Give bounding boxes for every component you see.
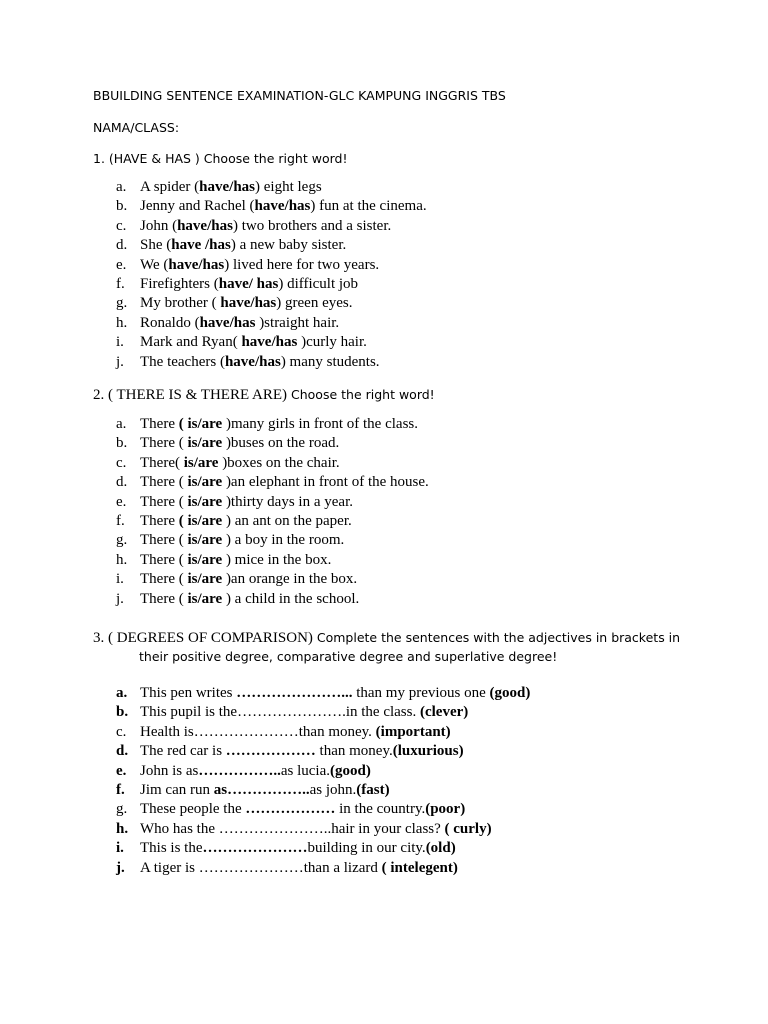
item-text-bold: ( is/are: [178, 416, 226, 432]
item-marker: d.: [116, 743, 129, 760]
item-text-bold: (clever): [419, 704, 469, 721]
item-text-bold: ………………: [225, 743, 316, 760]
item-text: [140, 513, 352, 530]
item-text-part: Mark and Ryan(: [140, 334, 242, 351]
item-text-part: Firefighters (: [140, 276, 219, 292]
item-marker: c.: [116, 217, 127, 234]
item-marker: g.: [116, 532, 128, 549]
item-text-part: Ronaldo (: [140, 314, 200, 331]
item-text: [140, 860, 458, 877]
item-text-bold: have/has: [199, 314, 256, 331]
item-text-part: in the country.: [335, 801, 426, 818]
item-text: [140, 315, 339, 332]
item-text: [140, 276, 358, 293]
item-text-part: There(: [140, 454, 184, 471]
item-text-bold: as……………..: [213, 782, 310, 798]
item-marker: j.: [116, 590, 124, 607]
item-text-part: John is as: [140, 762, 199, 779]
item-marker: j.: [116, 859, 125, 876]
item-text-part: There: [140, 416, 179, 432]
item-text-bold: ………………: [245, 801, 336, 818]
item-text-part: The red car is: [140, 743, 226, 760]
section3-heading: [93, 629, 680, 647]
item-text-bold: (good): [489, 685, 531, 701]
document-title: BBUILDING SENTENCE EXAMINATION-GLC KAMPUNG INGGRIS TBS: [93, 88, 506, 103]
item-text-bold: is/are: [187, 435, 223, 452]
item-marker: i.: [116, 571, 124, 588]
item-marker: c.: [116, 723, 127, 740]
item-text-bold: (important): [375, 723, 451, 740]
item-text-bold: …………………: [202, 840, 308, 857]
item-marker: h.: [116, 551, 128, 568]
item-text-bold: have/ has: [218, 276, 279, 292]
item-marker: h.: [116, 314, 128, 331]
item-marker: i.: [116, 840, 124, 857]
item-text-part: as john.: [309, 782, 357, 798]
item-text-bold: have/has: [168, 256, 225, 273]
item-text-part: There (: [140, 435, 188, 452]
item-marker: e.: [116, 762, 127, 779]
item-text-bold: is/are: [187, 532, 223, 549]
item-text-part: )boxes on the chair.: [218, 454, 340, 471]
item-text-bold: is/are: [183, 454, 219, 471]
item-text-bold: have/has: [199, 179, 256, 195]
item-text-part: There: [140, 513, 179, 529]
item-text-part: ) an ant on the paper.: [222, 513, 352, 529]
item-text-part: There (: [140, 590, 188, 607]
item-text-part: building in our city.: [307, 840, 426, 857]
item-text: [140, 354, 380, 371]
item-text-part: This is the: [140, 840, 203, 857]
item-text: [140, 334, 367, 351]
item-text-part: than my previous one: [352, 685, 490, 701]
item-text-part: Jim can run: [140, 782, 214, 798]
item-text-part: The teachers (: [140, 353, 225, 370]
item-marker: f.: [116, 513, 125, 529]
item-marker: g.: [116, 295, 128, 312]
item-text-part: ) mice in the box.: [222, 551, 332, 568]
item-text-part: ) a child in the school.: [222, 590, 360, 607]
item-text-part: She (: [140, 237, 172, 254]
item-text-part: A spider (: [140, 179, 200, 195]
item-text-part: )an elephant in front of the house.: [222, 474, 429, 491]
item-text: [140, 552, 331, 569]
item-marker: h.: [116, 820, 129, 837]
item-text-bold: is/are: [187, 551, 223, 568]
item-text-bold: ( curly): [444, 820, 492, 837]
item-text-part: )curly hair.: [297, 334, 367, 351]
item-text: [140, 685, 530, 702]
item-text-bold: have/has: [254, 198, 311, 215]
item-text: [140, 571, 357, 588]
item-text-part: ) fun at the cinema.: [310, 198, 427, 215]
item-text-part: ) a new baby sister.: [230, 237, 347, 254]
item-marker: a.: [116, 179, 127, 195]
item-text-part: A tiger is …………………than a lizard: [140, 859, 382, 876]
section3-heading-instruction: Complete the sentences with the adjectives in brackets in: [312, 630, 681, 645]
item-marker: c.: [116, 454, 127, 471]
item-text: [140, 782, 390, 799]
item-text: [140, 455, 340, 472]
item-text-part: )thirty days in a year.: [222, 493, 353, 510]
section3-heading-line2: their positive degree, comparative degree and superlative degree!: [139, 649, 558, 664]
section2-heading-title: 2. ( THERE IS & THERE ARE): [93, 387, 288, 403]
item-text: [140, 801, 465, 818]
item-text-bold: is/are: [187, 590, 223, 607]
item-text: [140, 416, 418, 433]
item-text-part: There (: [140, 571, 188, 588]
item-text: [140, 840, 456, 857]
item-text-bold: is/are: [187, 474, 223, 491]
item-text-bold: have /has: [171, 237, 231, 254]
item-text-part: ) lived here for two years.: [224, 256, 380, 273]
item-marker: f.: [116, 782, 125, 798]
item-text-bold: (luxurious): [392, 743, 464, 760]
item-text-part: )straight hair.: [255, 314, 340, 331]
section1-heading: 1. (HAVE & HAS ) Choose the right word!: [93, 151, 348, 166]
item-text: [140, 763, 371, 780]
item-text: [140, 257, 379, 274]
item-text: [140, 591, 359, 608]
item-marker: d.: [116, 474, 128, 491]
item-text-bold: (fast): [356, 782, 390, 798]
name-class-label: NAMA/CLASS:: [93, 120, 180, 135]
item-text-bold: ( is/are: [178, 513, 223, 529]
item-marker: e.: [116, 256, 127, 273]
item-text-bold: have/has: [241, 334, 298, 351]
item-text: [140, 821, 492, 838]
item-text: [140, 435, 339, 452]
item-marker: j.: [116, 353, 124, 370]
item-text: [140, 743, 464, 760]
item-text-part: John (: [140, 217, 178, 234]
item-text-part: )many girls in front of the class.: [225, 416, 418, 432]
item-marker: b.: [116, 435, 128, 452]
item-text-bold: have/has: [177, 217, 233, 234]
item-text-bold: (old): [425, 840, 456, 857]
item-text-bold: ( intelegent): [381, 859, 458, 876]
item-marker: e.: [116, 493, 127, 510]
item-text-part: than money.: [315, 743, 393, 760]
item-text-part: There (: [140, 532, 188, 549]
item-text-part: ) two brothers and a sister.: [232, 217, 392, 234]
item-text: [140, 532, 344, 549]
section2-heading: [93, 386, 435, 404]
item-text: [140, 218, 391, 235]
item-text-part: There (: [140, 551, 188, 568]
section2-heading-instruction: Choose the right word!: [287, 387, 435, 402]
item-text-part: Health is…………………than money.: [140, 723, 376, 740]
section3-heading-title: 3. ( DEGREES OF COMPARISON): [93, 630, 313, 646]
item-text: [140, 474, 429, 491]
item-text: [140, 295, 352, 312]
item-text-bold: have/has: [224, 353, 281, 370]
item-text-part: )an orange in the box.: [222, 571, 358, 588]
item-text-part: Who has the …………………..hair in your class?: [140, 820, 445, 837]
item-text-part: There (: [140, 474, 188, 491]
item-text-part: There (: [140, 493, 188, 510]
item-text-bold: (good): [330, 762, 371, 779]
item-text-bold: is/are: [187, 493, 223, 510]
item-text-part: ) many students.: [280, 353, 380, 370]
item-text-part: My brother (: [140, 295, 221, 312]
item-marker: a.: [116, 416, 127, 432]
item-text-bold: have/has: [220, 295, 277, 312]
item-text: [140, 198, 427, 215]
item-text-part: These people the: [140, 801, 246, 818]
item-text-part: ) green eyes.: [276, 295, 353, 312]
item-text-bold: is/are: [187, 571, 223, 588]
item-text-part: This pen writes: [140, 685, 237, 701]
item-text-part: ) eight legs: [255, 179, 322, 195]
item-text: [140, 494, 353, 511]
item-text: [140, 724, 451, 741]
item-text-part: We (: [140, 256, 169, 273]
item-text-part: This pupil is the………………….in the class.: [140, 704, 420, 721]
item-marker: g.: [116, 801, 128, 818]
item-marker: i.: [116, 334, 124, 351]
item-text: [140, 179, 322, 196]
item-text-part: ) difficult job: [278, 276, 359, 292]
item-text-part: Jenny and Rachel (: [140, 198, 255, 215]
item-marker: f.: [116, 276, 125, 292]
item-text: [140, 704, 468, 721]
item-marker: b.: [116, 704, 129, 721]
item-text-part: )buses on the road.: [222, 435, 340, 452]
item-marker: d.: [116, 237, 128, 254]
item-marker: b.: [116, 198, 128, 215]
item-text: [140, 237, 346, 254]
item-text-part: as lucia.: [280, 762, 330, 779]
item-text-part: ) a boy in the room.: [222, 532, 345, 549]
item-marker: a.: [116, 685, 128, 701]
item-text-bold: …………………...: [236, 685, 353, 701]
item-text-bold: ……………..: [198, 762, 281, 779]
item-text-bold: (poor): [425, 801, 466, 818]
